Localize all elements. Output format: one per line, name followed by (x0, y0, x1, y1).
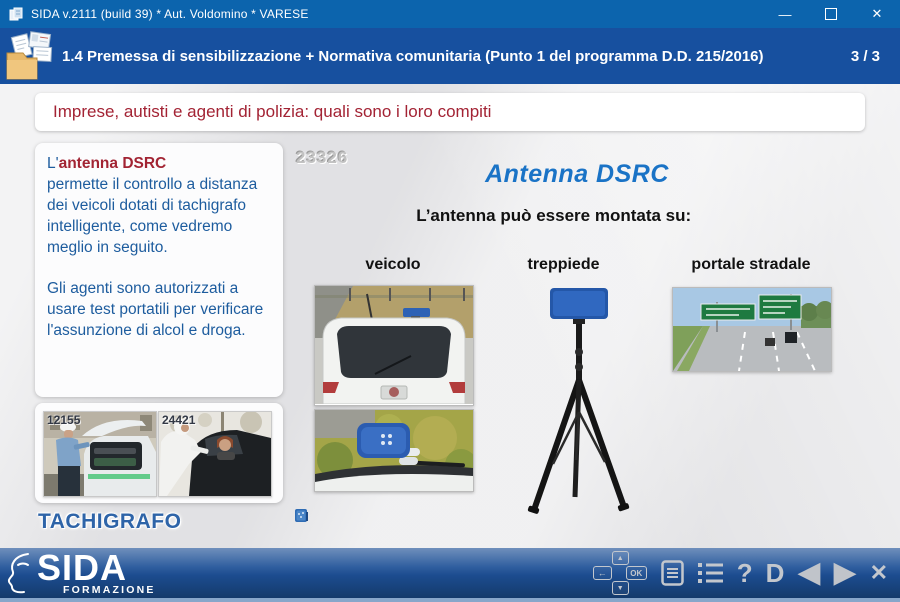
index-list-button[interactable] (697, 561, 724, 585)
index-list-icon (697, 561, 724, 585)
photo-tripod-antenna (516, 284, 642, 520)
sidebar-text-panel (35, 143, 283, 397)
footer-bar (0, 548, 900, 598)
content-area (0, 84, 900, 548)
lesson-header (0, 28, 900, 85)
slide-image-id: 23326 (296, 148, 349, 167)
navigation-toolbar (592, 548, 896, 598)
sidebar-thumbnails-panel (35, 403, 283, 503)
help-button[interactable]: ? (736, 557, 753, 588)
folder-documents-icon (3, 29, 57, 83)
arrow-down-key-icon: ▼ (612, 581, 629, 595)
thumbnail-police-check[interactable] (43, 411, 157, 497)
dictionary-button[interactable]: D (765, 557, 785, 588)
minimize-button[interactable]: — (778, 6, 792, 22)
paragraph-rest: permette il controllo a distanza dei veicoli dotati di tachigrafo intelligente, come vedremo meglio in seguito. (47, 176, 258, 256)
maximize-icon (825, 8, 837, 20)
formazione-label: FORMAZIONE (63, 584, 156, 596)
page-indicator: 3 / 3 (850, 47, 880, 65)
notes-button[interactable] (661, 560, 684, 586)
exit-button[interactable]: ✕ (869, 560, 888, 585)
sida-logo: SIDA (37, 547, 128, 588)
column-label-treppiede: treppiede (527, 256, 600, 273)
column-label-veicolo: veicolo (365, 256, 421, 273)
paragraph-highlight: antenna DSRC (58, 155, 167, 172)
photo-vehicle-rear (314, 285, 474, 406)
slide-subtitle: L’antenna può essere montata su: (416, 206, 692, 225)
window-title: SIDA v.2111 (build 39) * Aut. Voldomino * VARESE (31, 7, 309, 21)
close-window-button[interactable]: ✕ (871, 6, 883, 21)
maximize-button[interactable] (808, 0, 854, 28)
sidebar-paragraph-1 (47, 153, 273, 258)
lesson-title: 1.4 Premessa di sensibilizzazione + Normativa comunitaria (Punto 1 del programma D.D. 215/2016) (62, 47, 764, 65)
window-bottom-border (0, 598, 900, 602)
title-bar (0, 0, 900, 28)
thumbnail-number: 12155 (47, 413, 81, 427)
topic-bar (35, 93, 865, 131)
ok-key-icon: OK (626, 566, 647, 580)
thumbnail-number: 24421 (162, 413, 196, 427)
back-button[interactable]: ◀ (797, 556, 821, 589)
keypad-nav-icon[interactable] (592, 550, 648, 596)
notes-icon (661, 560, 684, 586)
slide-title: Antenna DSRC (485, 160, 669, 188)
slide-canvas (286, 140, 868, 536)
forward-button[interactable]: ▶ (833, 556, 857, 589)
arrow-up-key-icon: ▲ (612, 551, 629, 565)
audio-icon[interactable] (294, 506, 309, 524)
column-label-portale: portale stradale (691, 256, 811, 273)
profile-face-icon (2, 551, 36, 595)
sidebar-paragraph-2: Gli agenti sono autorizzati a usare test portatili per verificare l'assunzione di alcol e droga. (47, 280, 264, 339)
photo-roof-antenna (314, 409, 474, 492)
enter-key-icon: ← (593, 566, 612, 580)
paragraph-lead: L' (47, 155, 59, 172)
tachigrafo-brand: TACHIGRAFO (38, 510, 182, 533)
app-icon (8, 6, 24, 22)
thumbnail-drug-test[interactable] (158, 411, 272, 497)
photo-highway-portal (672, 287, 832, 372)
topic-title: Imprese, autisti e agenti di polizia: quali sono i loro compiti (53, 102, 492, 121)
